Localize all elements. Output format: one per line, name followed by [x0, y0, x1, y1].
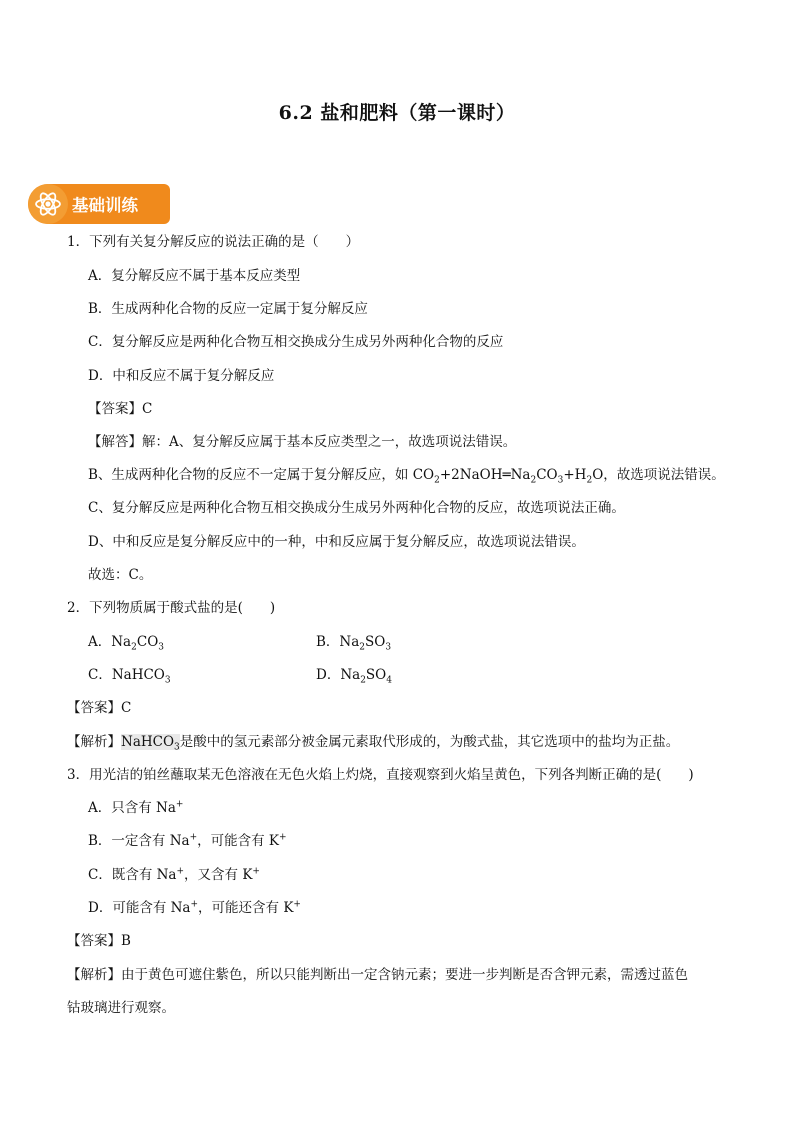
q2-analysis-formula: NaHCO$_3$ [121, 734, 180, 753]
q2-option-a: A．$Na_2CO_3$ [88, 634, 164, 653]
section-badge-label: 基础训练 [72, 196, 138, 215]
q3-option-d: D．可能含有 Na+，可能还含有 K+ [88, 899, 301, 916]
q1-option-c: C．复分解反应是两种化合物互相交换成分生成另外两种化合物的反应 [88, 334, 504, 350]
q3-analysis-line2: 钴玻璃进行观察。 [67, 1000, 175, 1016]
q1-option-d: D．中和反应不属于复分解反应 [88, 368, 275, 384]
q1-choice: 故选：C。 [88, 567, 153, 583]
q1-analysis-d: D、中和反应是复分解反应中的一种，中和反应属于复分解反应，故选项说法错误。 [88, 534, 585, 550]
q2-option-d: D．$Na_2SO_4$ [316, 667, 392, 686]
q1-stem: 1．下列有关复分解反应的说法正确的是（ ） [67, 234, 360, 250]
q1-analysis-c: C、复分解反应是两种化合物互相交换成分生成另外两种化合物的反应，故选项说法正确。 [88, 500, 625, 516]
q1-option-a: A．复分解反应不属于基本反应类型 [88, 268, 301, 284]
q3-stem: 3．用光洁的铂丝蘸取某无色溶液在无色火焰上灼烧，直接观察到火焰呈黄色，下列各判断正确的是( ) [67, 767, 694, 783]
q2-option-c: C．NaHCO$_3$ [88, 667, 171, 686]
q1-analysis-b: B、生成两种化合物的反应不一定属于复分解反应，如 $CO_2+2NaOH═Na_2CO_3+H_2O$，故选项说法错误。 [88, 467, 725, 486]
q1-analysis-a: 【解答】解：A、复分解反应属于基本反应类型之一，故选项说法错误。 [88, 434, 517, 450]
q3-answer: 【答案】B [67, 933, 131, 949]
section-badge [28, 184, 170, 224]
q3-analysis-line1: 【解析】由于黄色可遮住紫色，所以只能判断出一定含钠元素；要进一步判断是否含钾元素，需透过蓝色 [67, 967, 688, 983]
q1-option-b: B．生成两种化合物的反应一定属于复分解反应 [88, 301, 368, 317]
q2-option-b: B．$Na_2SO_3$ [316, 634, 392, 653]
q2-analysis: 【解析】NaHCO$_3$是酸中的氢元素部分被金属元素取代形成的，为酸式盐，其它选项中的盐均为正盐。 [67, 734, 680, 753]
q1-answer: 【答案】C [88, 401, 153, 417]
q3-option-c: C．既含有 Na+，又含有 K+ [88, 866, 260, 883]
q3-option-a: A．只含有 Na+ [88, 799, 184, 816]
q2-answer: 【答案】C [67, 700, 132, 716]
q3-option-b: B．一定含有 Na+，可能含有 K+ [88, 832, 287, 849]
q2-stem: 2．下列物质属于酸式盐的是( ) [67, 600, 276, 616]
atom-icon [28, 184, 68, 224]
page-title: 6.2 盐和肥料（第一课时） [278, 102, 516, 124]
